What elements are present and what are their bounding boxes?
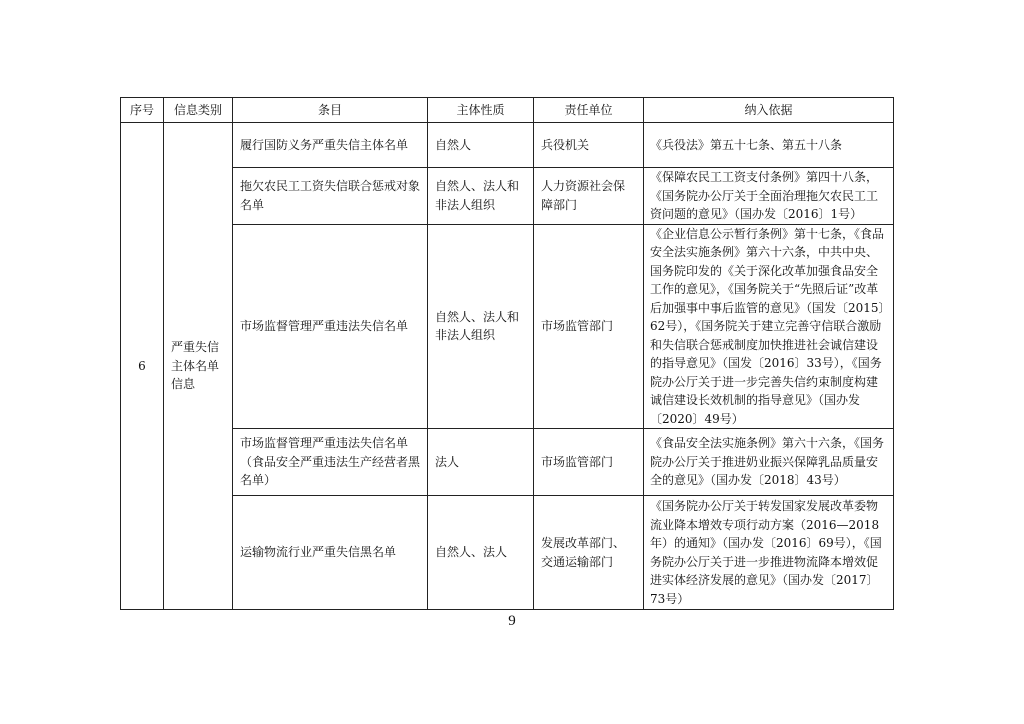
row-unit: 市场监管部门 — [534, 429, 644, 496]
row-item: 履行国防义务严重失信主体名单 — [233, 123, 428, 168]
group-category: 严重失信主体名单信息 — [164, 123, 233, 610]
row-unit: 发展改革部门、交通运输部门 — [534, 496, 644, 610]
table-row — [121, 429, 894, 496]
header-basis: 纳入依据 — [644, 98, 894, 123]
table-row — [121, 123, 894, 168]
row-item: 运输物流行业严重失信黑名单 — [233, 496, 428, 610]
row-subject: 法人 — [428, 429, 534, 496]
row-basis: 《企业信息公示暂行条例》第十七条，《食品安全法实施条例》第六十六条，中共中央、国务院印发的《关于深化改革加强食品安全工作的意见》，《国务院关于“先照后证”改革后加强事中事后监管的意见》（国发〔2015〕62号），《国务院关于建立完善守信联合激励和失信联合惩戒制度加快推进社会诚信建设的指导意见》（国发〔2016〕33号），《国务院办公厅关于进一步完善失信约束制度构建诚信建设长效机制的指导意见》（国办发〔2020〕49号） — [644, 224, 894, 429]
header-unit: 责任单位 — [534, 98, 644, 123]
row-basis: 《国务院办公厅关于转发国家发展改革委物流业降本增效专项行动方案（2016—2018年）的通知》（国办发〔2016〕69号），《国务院办公厅关于进一步推进物流降本增效促进实体经济发展的意见》（国办发〔2017〕73号） — [644, 496, 894, 610]
row-unit: 兵役机关 — [534, 123, 644, 168]
header-index: 序号 — [121, 98, 164, 123]
row-unit: 市场监管部门 — [534, 224, 644, 429]
row-subject: 自然人、法人和非法人组织 — [428, 168, 534, 225]
credit-list-table — [120, 97, 894, 610]
header-item: 条目 — [233, 98, 428, 123]
page-number: 9 — [508, 613, 516, 629]
table-row — [121, 224, 894, 429]
row-item: 市场监督管理严重违法失信名单（食品安全严重违法生产经营者黑名单） — [233, 429, 428, 496]
row-subject: 自然人、法人 — [428, 496, 534, 610]
group-index: 6 — [121, 123, 164, 610]
table-header-row — [121, 98, 894, 123]
row-item: 市场监督管理严重违法失信名单 — [233, 224, 428, 429]
row-subject: 自然人 — [428, 123, 534, 168]
header-category: 信息类别 — [164, 98, 233, 123]
header-subject: 主体性质 — [428, 98, 534, 123]
row-unit: 人力资源社会保障部门 — [534, 168, 644, 225]
row-basis: 《食品安全法实施条例》第六十六条，《国务院办公厅关于推进奶业振兴保障乳品质量安全的意见》（国办发〔2018〕43号） — [644, 429, 894, 496]
table-row — [121, 496, 894, 610]
row-item: 拖欠农民工工资失信联合惩戒对象名单 — [233, 168, 428, 225]
table-row — [121, 168, 894, 225]
row-basis: 《保障农民工工资支付条例》第四十八条，《国务院办公厅关于全面治理拖欠农民工工资问题的意见》（国办发〔2016〕1号） — [644, 168, 894, 225]
row-subject: 自然人、法人和非法人组织 — [428, 224, 534, 429]
row-basis: 《兵役法》第五十七条、第五十八条 — [644, 123, 894, 168]
